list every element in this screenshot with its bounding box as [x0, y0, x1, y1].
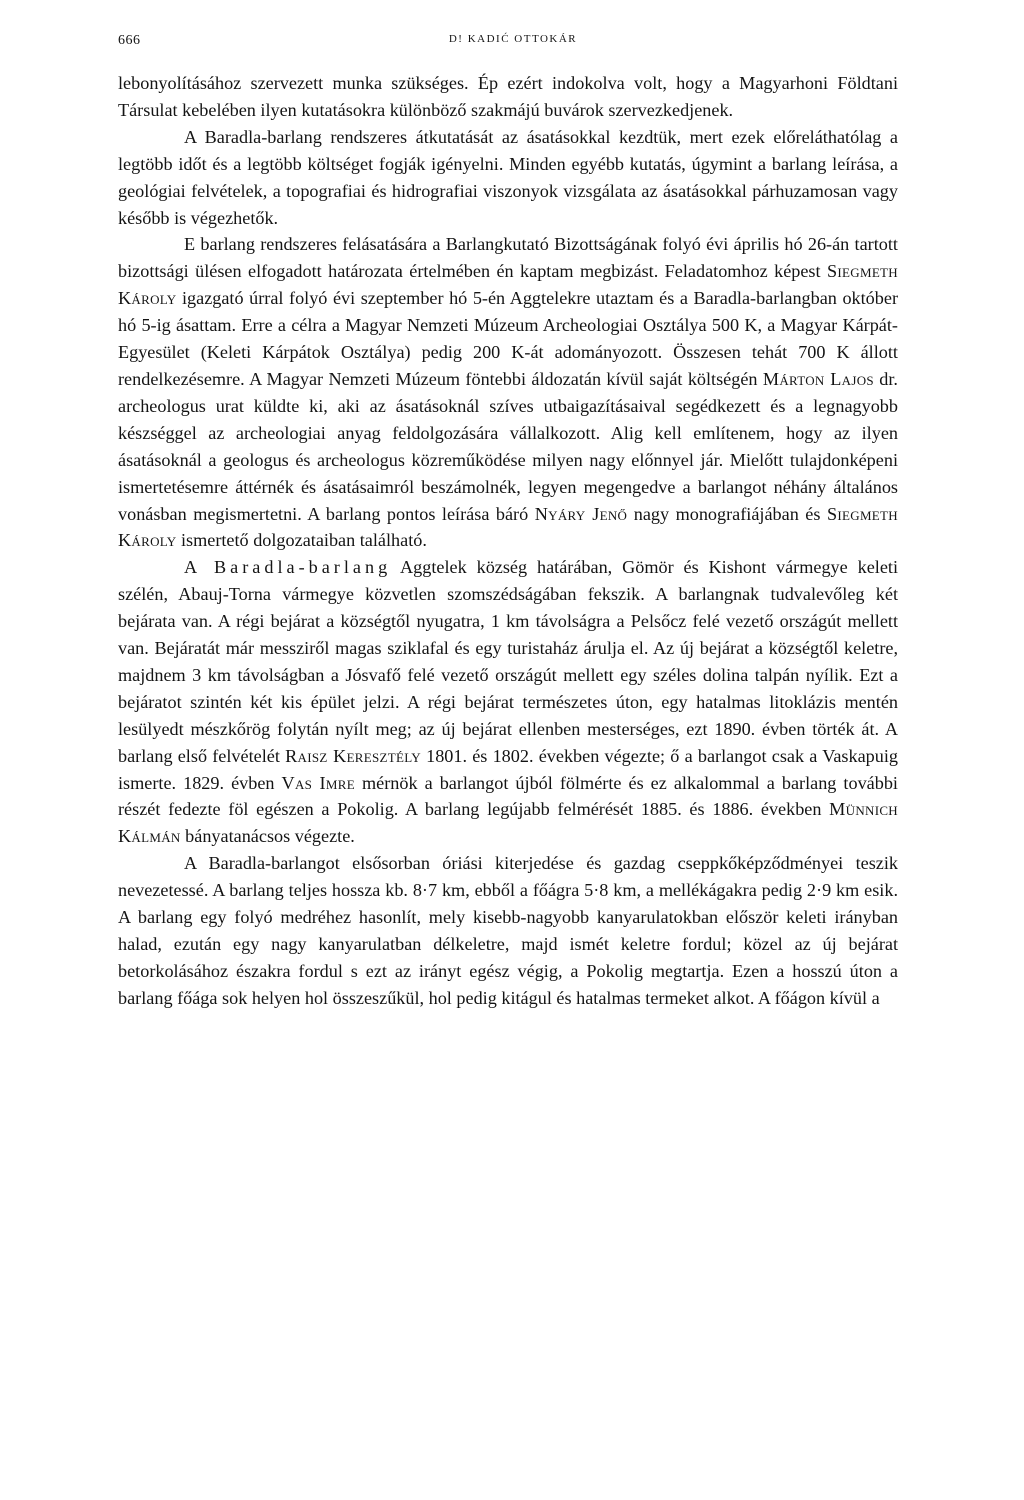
person-name: Raisz Keresztély [285, 745, 421, 766]
paragraph [118, 124, 898, 232]
body-text [118, 70, 898, 1012]
emphasized-term: A Baradla-barlang [184, 557, 392, 578]
text-run: nagy monografiájában és [627, 503, 827, 524]
page-header [118, 33, 908, 57]
text-run: igazgató úrral folyó évi szeptember hó 5-én Aggtelekre utaztam és a Baradla-barlangban október hó 5-ig ásattam. Erre a célra a Magyar Nemzeti Múzeum Archeologiai Osztálya 500 K, a Magyar Kárpát-Egyesület (Keleti Kárpátok Osztálya) pedig 200 K-át adományozott. Összesen tehát 700 K állott rendelkezésemre. A Magyar Nemzeti Múzeum föntebbi áldozatán kívül saját költségén [118, 288, 898, 389]
person-name: Nyáry Jenő [534, 503, 628, 524]
person-name: Siegmeth Károly [118, 503, 898, 551]
text-run: ismertető dolgozataiban található. [176, 530, 427, 551]
paragraph [118, 231, 898, 554]
text-run: A Baradla-barlang rendszeres átkutatását az ásatásokkal kezdtük, mert ezek előreláthatólag a legtöbb időt és a legtöbb költséget fogják igényelni. Minden egyébb kutatás, úgymint a barlang leírása, a geológiai felvételek, a topografiai és hidrografiai viszonyok vizsgálata az ásatásokkal párhuzamosan vagy később is végezhetők. [118, 126, 898, 228]
text-run: 1801. és 1802. években végezte; ő a barlangot csak a Vaskapuig ismerte. 1829. évben [118, 745, 898, 793]
page-number: 666 [118, 33, 141, 48]
running-head: D! KADIĆ OTTOKÁR [448, 33, 578, 45]
text-run: Aggtelek község határában, Gömör és Kishont vármegye keleti szélén, Abauj-Torna vármegye közvetlen szomszédságában fekszik. A barlangnak tudvalevőleg két bejárata van. A régi bejárat a községtől nyugatra, 1 km távolságra a Pelsőcz felé vezető országút mellett van. Bejáratát már messziről magas sziklafal és egy turistaház árulja el. Az új bejárat a községtől keletre, majdnem 3 km távolságban a Jósvafő felé vezető országút mellett egy széles dolina talpán nyílik. Ezt a bejáratot szintén két kis épület jelzi. A régi bejárat természetes úton, egy hatalmas litoklázis mentén lesülyedt mészkőrög folytán nyílt meg; az új bejárat ellenben mesterséges, ezt 1890. évben törték át. A barlang első felvételét [118, 557, 898, 766]
text-run: E barlang rendszeres felásatására a Barlangkutató Bizottságának folyó évi április hó 26-án tartott bizottsági ülésen elfogadott határozata értelmében én kaptam megbizást. Feladatomhoz képest [118, 234, 898, 282]
paragraph [118, 554, 898, 850]
person-name: Münnich Kálmán [118, 799, 898, 847]
person-name: Vas Imre [281, 772, 355, 793]
text-run: dr. archeologus urat küldte ki, aki az ásatásoknál szíves utbaigazításaival segédkezett és a legnagyobb készséggel az archeologiai anyag feldolgozására vállalkozott. Alig kell említenem, hogy az ilyen ásatásoknál a geologus és archeologus közreműködése milyen nagy előnnyel jár. Mielőtt tulajdonképeni ismertetésemre áttérnék és ásatásaimról beszámolnék, legyen megengedve a barlangot néhány általános vonásban megismertetni. A barlang pontos leírása báró [118, 368, 898, 524]
paragraph [118, 70, 898, 124]
paragraph [118, 850, 898, 1011]
text-run: A Baradla-barlangot elsősorban óriási kiterjedése és gazdag cseppkőképződményei teszik nevezetessé. A barlang teljes hossza kb. 8·7 km, ebből a főágra 5·8 km, a mellékágakra pedig 2·9 km esik. A barlang egy folyó medréhez hasonlít, mely kisebb-nagyobb kanyarulatokban először keleti irányban halad, ezután egy nagy kanyarulatban délkeletre, majd ismét keletre fordul; közel az új bejárat betorkolásához északra fordul s ezt az irányt egész végig, a Pokolig megtartja. Ezen a hosszú úton a barlang főága sok helyen hol összeszűkül, hol pedig kitágul és hatalmas termeket alkot. A főágon kívül a [118, 853, 898, 1008]
person-name: Márton Lajos [762, 368, 874, 389]
text-run: bányatanácsos végezte. [180, 826, 355, 847]
text-run: lebonyolításához szervezett munka szükséges. Ép ezért indokolva volt, hogy a Magyarhoni Földtani Társulat kebelében ilyen kutatásokra különböző szakmájú buvárok szervezkedjenek. [118, 73, 898, 120]
person-name: Siegmeth Károly [118, 261, 898, 309]
text-run: mérnök a barlangot újból fölmérte és ez alkalommal a barlang további részét fedezte föl egészen a Pokolig. A barlang legújabb felmérését 1885. és 1886. években [118, 772, 898, 820]
